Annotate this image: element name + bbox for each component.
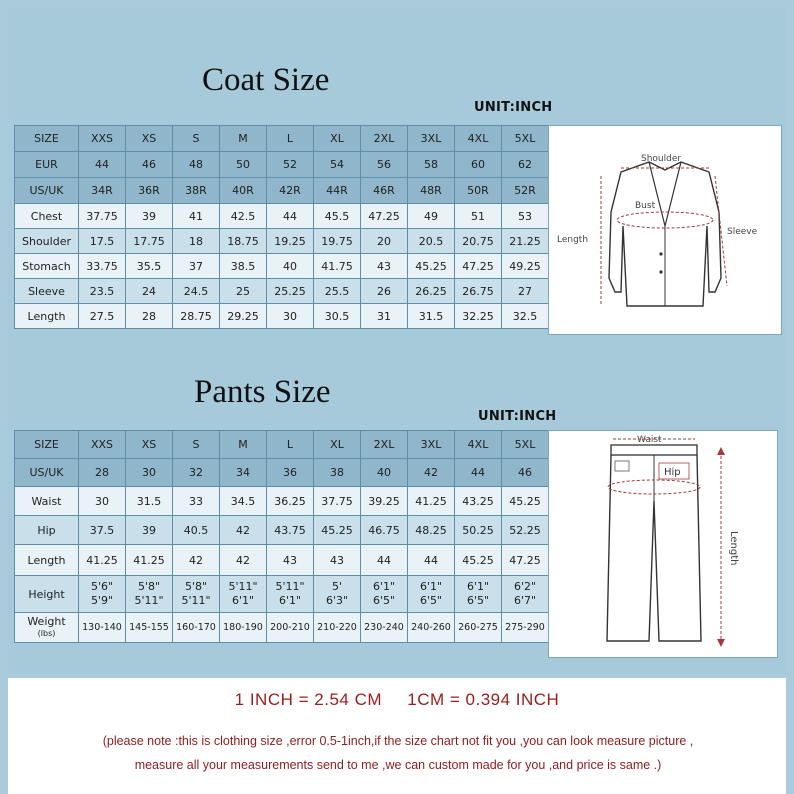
pants-cell: 260-275 xyxy=(455,613,502,643)
pants-cell: 275-290 xyxy=(502,613,549,643)
coat-cell: 56 xyxy=(361,152,408,178)
pants-row-label: Length xyxy=(15,545,79,576)
coat-cell: 26 xyxy=(361,279,408,304)
pants-cell: 39.25 xyxy=(361,487,408,516)
coat-cell: 2XL xyxy=(361,126,408,152)
coat-shoulder-label: Shoulder xyxy=(641,154,682,164)
pants-cell-line: 5'9" xyxy=(90,594,114,607)
pants-cell: L xyxy=(267,431,314,459)
coat-cell: L xyxy=(267,126,314,152)
pants-cell: 5XL xyxy=(502,431,549,459)
pants-cell: 45.25 xyxy=(502,487,549,516)
pants-cell: 42 xyxy=(408,459,455,487)
coat-cell: 43 xyxy=(361,254,408,279)
pants-cell: 43.25 xyxy=(455,487,502,516)
conversion-line xyxy=(8,690,786,710)
coat-measure-diagram xyxy=(548,125,782,335)
pants-row xyxy=(15,613,549,643)
pants-cell: 45.25 xyxy=(455,545,502,576)
pants-cell: 30 xyxy=(126,459,173,487)
coat-sleeve-label: Sleeve xyxy=(727,227,758,237)
pants-cell: 28 xyxy=(79,459,126,487)
coat-cell: 17.75 xyxy=(126,229,173,254)
pants-cell: 145-155 xyxy=(126,613,173,643)
pants-cell-line: 6'5" xyxy=(372,594,396,607)
coat-cell: 17.5 xyxy=(79,229,126,254)
coat-cell: XS xyxy=(126,126,173,152)
coat-cell: 34R xyxy=(79,178,126,204)
coat-cell: 47.25 xyxy=(455,254,502,279)
coat-cell: 25.5 xyxy=(314,279,361,304)
coat-bust-label: Bust xyxy=(635,201,656,211)
coat-cell: 21.25 xyxy=(502,229,549,254)
notes-panel xyxy=(8,678,786,794)
coat-row xyxy=(15,152,549,178)
coat-row-label: US/UK xyxy=(15,178,79,204)
pants-cell: 240-260 xyxy=(408,613,455,643)
pants-cell: 41.25 xyxy=(408,487,455,516)
pants-cell: XS xyxy=(126,431,173,459)
coat-cell: 24 xyxy=(126,279,173,304)
coat-cell: 37 xyxy=(173,254,220,279)
pants-cell: 4XL xyxy=(455,431,502,459)
coat-cell: 50 xyxy=(220,152,267,178)
pants-cell: 34 xyxy=(220,459,267,487)
coat-cell: 46R xyxy=(361,178,408,204)
pants-cell-line: 6'1" xyxy=(231,594,255,607)
pants-cell: 43.75 xyxy=(267,516,314,545)
coat-cell: 44 xyxy=(267,204,314,229)
pants-cell-line: 6'3" xyxy=(325,594,349,607)
pants-row xyxy=(15,516,549,545)
weight-unit-label: (lbs) xyxy=(37,628,56,638)
coat-cell: 28 xyxy=(126,304,173,329)
pants-measure-diagram xyxy=(548,430,778,658)
pants-row xyxy=(15,545,549,576)
pants-cell: XL xyxy=(314,431,361,459)
pants-cell-line: 6'1" xyxy=(419,580,443,593)
coat-cell: 42.5 xyxy=(220,204,267,229)
coat-cell: 46 xyxy=(126,152,173,178)
coat-cell: 29.25 xyxy=(220,304,267,329)
coat-cell: 49.25 xyxy=(502,254,549,279)
pants-cell-line: 5' xyxy=(331,580,343,593)
pants-cell xyxy=(173,576,220,613)
coat-cell: 23.5 xyxy=(79,279,126,304)
pants-size-table xyxy=(14,430,549,643)
coat-cell: 26.75 xyxy=(455,279,502,304)
pants-cell: 40.5 xyxy=(173,516,220,545)
coat-cell: 41 xyxy=(173,204,220,229)
coat-cell: 44 xyxy=(79,152,126,178)
pants-cell-line: 6'2" xyxy=(513,580,537,593)
pants-cell-line: 6'1" xyxy=(278,594,302,607)
cm-to-inch-text: 1CM = 0.394 INCH xyxy=(407,690,560,709)
coat-cell: 54 xyxy=(314,152,361,178)
coat-cell: 49 xyxy=(408,204,455,229)
pants-cell: 200-210 xyxy=(267,613,314,643)
coat-cell: 20.5 xyxy=(408,229,455,254)
pants-cell: 40 xyxy=(361,459,408,487)
coat-cell: 31.5 xyxy=(408,304,455,329)
pants-cell-line: 6'5" xyxy=(466,594,490,607)
coat-cell: 33.75 xyxy=(79,254,126,279)
pants-cell: 42 xyxy=(220,516,267,545)
coat-row-label: EUR xyxy=(15,152,79,178)
coat-cell: 27 xyxy=(502,279,549,304)
coat-row-label: Chest xyxy=(15,204,79,229)
pants-cell: 30 xyxy=(79,487,126,516)
pants-row-label: US/UK xyxy=(15,459,79,487)
pants-title: Pants Size xyxy=(194,374,331,410)
coat-cell: 62 xyxy=(502,152,549,178)
pants-cell xyxy=(361,576,408,613)
coat-cell: 24.5 xyxy=(173,279,220,304)
coat-cell: 19.75 xyxy=(314,229,361,254)
pants-row-label xyxy=(15,613,79,643)
pants-cell xyxy=(220,576,267,613)
coat-cell: 31 xyxy=(361,304,408,329)
pants-cell: XXS xyxy=(79,431,126,459)
coat-cell: 45.25 xyxy=(408,254,455,279)
pants-cell: 42 xyxy=(173,545,220,576)
pants-row xyxy=(15,459,549,487)
weight-label: Weight xyxy=(27,614,66,628)
pants-cell: 41.25 xyxy=(126,545,173,576)
pants-waist-label: Waist xyxy=(637,435,662,445)
coat-cell: 38R xyxy=(173,178,220,204)
pants-cell xyxy=(267,576,314,613)
pants-cell: 2XL xyxy=(361,431,408,459)
pants-cell: 48.25 xyxy=(408,516,455,545)
pants-row-label: Hip xyxy=(15,516,79,545)
coat-cell: 44R xyxy=(314,178,361,204)
coat-cell: 37.75 xyxy=(79,204,126,229)
coat-cell: 18.75 xyxy=(220,229,267,254)
pants-length-label: Length xyxy=(728,531,739,566)
pants-cell-line: 5'11" xyxy=(275,580,305,593)
pants-cell-line: 6'1" xyxy=(372,580,396,593)
pants-cell-line: 6'1" xyxy=(466,580,490,593)
coat-cell: S xyxy=(173,126,220,152)
coat-row xyxy=(15,178,549,204)
pants-row xyxy=(15,487,549,516)
pants-cell: 44 xyxy=(361,545,408,576)
pants-cell-line: 6'5" xyxy=(419,594,443,607)
pants-cell-line: 5'8" xyxy=(184,580,208,593)
coat-row xyxy=(15,204,549,229)
pants-cell-line: 5'11" xyxy=(228,580,258,593)
pants-cell: 44 xyxy=(408,545,455,576)
coat-cell: 19.25 xyxy=(267,229,314,254)
coat-row-label: Sleeve xyxy=(15,279,79,304)
pants-cell: 130-140 xyxy=(79,613,126,643)
coat-size-table xyxy=(14,125,549,329)
pants-cell-line: 5'11" xyxy=(134,594,164,607)
coat-cell: 36R xyxy=(126,178,173,204)
coat-cell: 32.25 xyxy=(455,304,502,329)
pants-cell: 46.75 xyxy=(361,516,408,545)
coat-cell: 18 xyxy=(173,229,220,254)
coat-length-label: Length xyxy=(557,235,589,245)
pants-cell xyxy=(314,576,361,613)
pants-cell-line: 5'8" xyxy=(137,580,161,593)
pants-cell: 52.25 xyxy=(502,516,549,545)
pants-row xyxy=(15,431,549,459)
coat-unit-label: UNIT:INCH xyxy=(474,100,553,115)
coat-title: Coat Size xyxy=(202,62,330,98)
coat-cell: 30 xyxy=(267,304,314,329)
inch-to-cm-text: 1 INCH = 2.54 CM xyxy=(234,690,383,709)
coat-cell: 35.5 xyxy=(126,254,173,279)
pants-cell: 37.5 xyxy=(79,516,126,545)
pants-cell: 36.25 xyxy=(267,487,314,516)
coat-cell: 58 xyxy=(408,152,455,178)
coat-cell: 48R xyxy=(408,178,455,204)
coat-cell: 51 xyxy=(455,204,502,229)
pants-cell: 44 xyxy=(455,459,502,487)
pants-cell: 37.75 xyxy=(314,487,361,516)
pants-cell: 33 xyxy=(173,487,220,516)
coat-cell: 32.5 xyxy=(502,304,549,329)
coat-row-label: SIZE xyxy=(15,126,79,152)
pants-cell-line: 5'6" xyxy=(90,580,114,593)
pants-cell: 41.25 xyxy=(79,545,126,576)
coat-cell: 48 xyxy=(173,152,220,178)
coat-cell: 39 xyxy=(126,204,173,229)
coat-row xyxy=(15,126,549,152)
coat-cell: 52 xyxy=(267,152,314,178)
pants-cell: S xyxy=(173,431,220,459)
pants-row-label: Waist xyxy=(15,487,79,516)
coat-cell: 30.5 xyxy=(314,304,361,329)
coat-cell: 60 xyxy=(455,152,502,178)
pants-cell: M xyxy=(220,431,267,459)
coat-cell: 38.5 xyxy=(220,254,267,279)
coat-row xyxy=(15,254,549,279)
pants-cell: 180-190 xyxy=(220,613,267,643)
pants-cell: 42 xyxy=(220,545,267,576)
coat-cell: 40R xyxy=(220,178,267,204)
pants-cell: 34.5 xyxy=(220,487,267,516)
pants-cell: 210-220 xyxy=(314,613,361,643)
pants-unit-label: UNIT:INCH xyxy=(478,409,557,424)
pants-cell: 160-170 xyxy=(173,613,220,643)
pants-cell xyxy=(408,576,455,613)
pants-cell: 47.25 xyxy=(502,545,549,576)
coat-row xyxy=(15,304,549,329)
coat-cell: M xyxy=(220,126,267,152)
pants-cell-line: 5'11" xyxy=(181,594,211,607)
pants-row xyxy=(15,576,549,613)
coat-cell: 45.5 xyxy=(314,204,361,229)
coat-cell: 25.25 xyxy=(267,279,314,304)
coat-cell: 42R xyxy=(267,178,314,204)
coat-cell: 40 xyxy=(267,254,314,279)
coat-cell: 26.25 xyxy=(408,279,455,304)
coat-cell: 25 xyxy=(220,279,267,304)
coat-row xyxy=(15,229,549,254)
pants-cell-line: 6'7" xyxy=(513,594,537,607)
coat-cell: 4XL xyxy=(455,126,502,152)
coat-cell: 20.75 xyxy=(455,229,502,254)
pants-cell: 32 xyxy=(173,459,220,487)
coat-cell: 53 xyxy=(502,204,549,229)
pants-cell xyxy=(126,576,173,613)
coat-row xyxy=(15,279,549,304)
pants-cell: 36 xyxy=(267,459,314,487)
coat-cell: 3XL xyxy=(408,126,455,152)
pants-cell: 38 xyxy=(314,459,361,487)
coat-cell: 5XL xyxy=(502,126,549,152)
coat-cell: 28.75 xyxy=(173,304,220,329)
pants-cell: 50.25 xyxy=(455,516,502,545)
pants-cell: 39 xyxy=(126,516,173,545)
pants-cell xyxy=(455,576,502,613)
coat-cell: 47.25 xyxy=(361,204,408,229)
coat-cell: 27.5 xyxy=(79,304,126,329)
coat-row-label: Stomach xyxy=(15,254,79,279)
pants-cell: 230-240 xyxy=(361,613,408,643)
coat-cell: 41.75 xyxy=(314,254,361,279)
pants-cell xyxy=(502,576,549,613)
pants-row-label: SIZE xyxy=(15,431,79,459)
coat-cell: 52R xyxy=(502,178,549,204)
coat-cell: XXS xyxy=(79,126,126,152)
pants-cell: 46 xyxy=(502,459,549,487)
pants-cell: 43 xyxy=(267,545,314,576)
pants-cell: 45.25 xyxy=(314,516,361,545)
pants-row-label: Height xyxy=(15,576,79,613)
coat-cell: 50R xyxy=(455,178,502,204)
coat-cell: 20 xyxy=(361,229,408,254)
note-line-1: (please note :this is clothing size ,error 0.5-1inch,if the size chart not fit you ,you can look measure picture , xyxy=(102,734,694,748)
coat-row-label: Length xyxy=(15,304,79,329)
note-line-2: measure all your measurements send to me ,we can custom made for you ,and price is same .) xyxy=(134,758,662,772)
pants-cell xyxy=(79,576,126,613)
pants-hip-label: Hip xyxy=(664,467,681,478)
pants-cell: 31.5 xyxy=(126,487,173,516)
coat-cell: XL xyxy=(314,126,361,152)
pants-cell: 3XL xyxy=(408,431,455,459)
coat-row-label: Shoulder xyxy=(15,229,79,254)
pants-cell: 43 xyxy=(314,545,361,576)
